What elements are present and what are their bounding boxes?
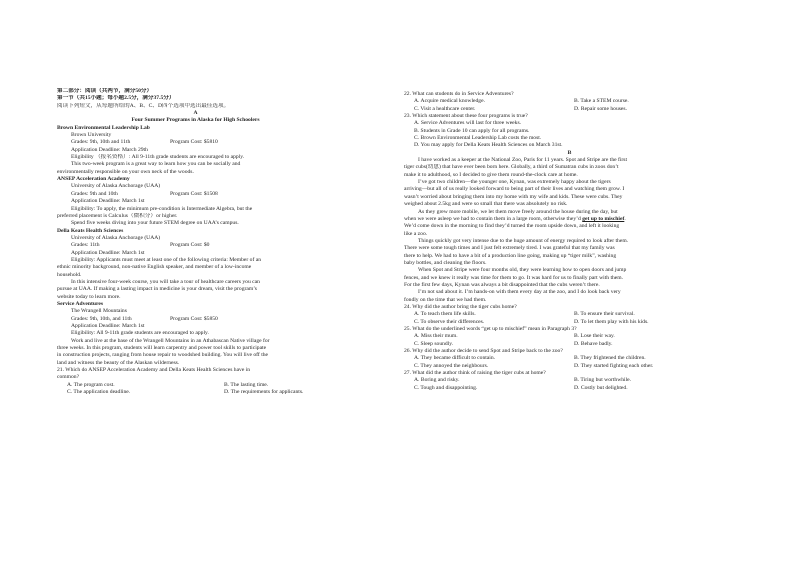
option-c[interactable]: C. Brown Environmental Leadership Lab costs the most.	[414, 135, 542, 142]
passage-line	[404, 216, 735, 223]
option-a[interactable]: A. They became difficult to contain.	[414, 355, 496, 362]
program-cost: Program Cost: $0	[170, 242, 210, 249]
question-stem: 21. Which do ANSEP Acceleration Academy and Della Keats Health Sciences have in	[57, 367, 251, 374]
program-line: Eligibility: To apply, the minimum pre-condition is Intermediate Algebra, but the	[71, 205, 253, 212]
option-row	[404, 363, 735, 370]
program-line: website today to learn more.	[57, 293, 121, 300]
option-c[interactable]: C. The application deadline.	[67, 389, 131, 396]
option-row	[57, 382, 334, 389]
passage-line: fences, and we knew it really was time for them to go. It was hard for us to finally part with them.	[404, 274, 624, 281]
program-title: Service Adventures	[57, 300, 104, 307]
question-stem: 22. What can students do in Service Adventures?	[404, 91, 514, 97]
passage-line: weighed about 2.5kg and were so small that there was absolutely no risk.	[404, 201, 568, 208]
option-row	[404, 98, 735, 105]
option-c[interactable]: C. Visit a healthcare center.	[414, 105, 476, 112]
program-grades: Grades: 9th, 10th, and 11th	[71, 315, 132, 322]
underlined-phrase: get up to mischief	[582, 215, 625, 222]
option-c[interactable]: C. To observe their differences.	[414, 318, 485, 325]
option-b[interactable]: B. They frightened the children.	[574, 355, 646, 362]
instruction: 阅读下列短文，从每题所给的A、B、C、D四个选项中选出最佳选项。	[57, 102, 230, 109]
program-line: Eligibility: Applicants must meet at least one of the following criteria: Member of an	[71, 256, 261, 263]
program-line: Application Deadline: March 1st	[71, 323, 145, 329]
program-title: ANSEP Acceleration Academy	[57, 176, 130, 183]
passage-b-letter: B	[567, 149, 572, 156]
question-stem: 23. Which statement about these four programs is true?	[404, 113, 528, 120]
option-b[interactable]: B. To ensure their survival.	[574, 311, 635, 318]
option-d[interactable]: D. Costly but delighted.	[574, 384, 628, 391]
section-one-header: 第一节（共15小题；每小题2.5分，满分37.5分）	[57, 95, 175, 102]
option-row	[404, 341, 735, 348]
program-line: ethnic minority background, non-native English speaker, and member of a low-income	[57, 264, 252, 271]
passage-line: As they grew more mobile, we let them move freely around the house during the day, but	[418, 208, 618, 215]
program-line: This two-week program is a great way to learn how you can be socially and	[71, 161, 241, 168]
option-d[interactable]: D. Repair some houses.	[574, 105, 627, 112]
question-stem: 24. Why did the author bring the tiger cubs home?	[404, 303, 517, 310]
question-stem: 26. Why did the author decide to send Spot and Stripe back to the zoo?	[404, 348, 563, 355]
option-d[interactable]: D. To let them play with his kids.	[574, 318, 649, 325]
option-row	[404, 311, 735, 318]
program-line: three weeks. In this program, students will learn carpentry and power tool skills to participate	[57, 345, 267, 352]
program-line: University of Alaska Anchorage (UAA)	[71, 183, 161, 190]
left-column	[57, 88, 334, 396]
program-cost: Program Cost: $5810	[170, 139, 218, 146]
passage-line: I have worked as a keeper at the National Zoo, Paris for 11 years. Spot and Stripe are the first	[418, 157, 628, 164]
passage-text: when we were asleep we had to contain them in a large room, otherwise they’d	[404, 215, 583, 222]
option-a[interactable]: A. To teach them life skills.	[414, 311, 476, 318]
option-b[interactable]: B. Lose their way.	[574, 333, 615, 340]
option-row	[404, 106, 735, 113]
program-line: Eligibility （报名资格）: All 9-11th grade students are encouraged to apply.	[71, 154, 245, 161]
program-grades-row	[57, 191, 334, 198]
program-line: The Wrangell Mountains	[71, 308, 127, 315]
passage-line: there to help. We had to have a bit of a production line going, making up “tiger milk”, washing	[404, 252, 617, 259]
option-b[interactable]: B. Tiring but worthwhile.	[574, 377, 632, 384]
passage-line: I’ve got two children—the younger one, Kynan, was extremely happy about the tigers	[418, 179, 611, 186]
option-c[interactable]: C. Sleep soundly.	[414, 340, 454, 347]
program-line: in construction projects, ranging from house repair to woodshed building. You will live off the	[57, 352, 269, 359]
program-line: University of Alaska Anchorage (UAA)	[71, 234, 161, 241]
option-b[interactable]: B. Students in Grade 10 can apply for all programs.	[414, 127, 530, 134]
program-grades-row	[57, 242, 334, 249]
option-a[interactable]: A. Miss their mum.	[414, 333, 458, 340]
passage-line: wasn’t worried about bringing them into my home with my wife and kids. These were cubs. They	[404, 193, 623, 200]
option-row	[404, 319, 735, 326]
option-c[interactable]: C. Tough and disappointing.	[414, 384, 478, 391]
program-line: household.	[57, 271, 82, 278]
option-d[interactable]: D. Behave badly.	[574, 340, 613, 347]
option-d[interactable]: D. The requirements for applicants.	[224, 389, 304, 396]
program-grades: Grades: 9th, 10th and 11th	[71, 139, 131, 146]
passage-a-title: Four Summer Programs in Alaska for High Schoolers	[131, 117, 260, 124]
program-line: Application Deadline: March 1st	[71, 198, 145, 205]
program-line: Eligibility: All 9-11th grade students are encouraged to apply.	[71, 330, 209, 337]
option-a[interactable]: A. Acquire medical knowledge.	[414, 98, 485, 105]
passage-line: We’d come down in the morning to find they’d turned the room upside down, and left it looking	[404, 223, 620, 230]
passage-text: .	[624, 215, 626, 222]
option-row	[57, 389, 334, 396]
program-grades-row	[57, 139, 334, 146]
option-row	[404, 355, 735, 362]
passage-line: Things quickly got very intense due to the huge amount of energy required to look after them.	[418, 237, 629, 244]
option-row	[404, 333, 735, 340]
passage-line: arriving—but all of us really looked forward to being part of their lives and watching them grow. I	[404, 186, 625, 193]
option-a[interactable]: A. The program cost.	[67, 381, 115, 388]
passage-line: like a zoo.	[404, 230, 428, 237]
passage-line: baby bottles, and cleaning the floors.	[404, 259, 487, 266]
option-a[interactable]: A. Boring and risky.	[414, 377, 460, 384]
program-line: In this intensive four-week course, you will take a tour of healthcare careers you can	[71, 278, 260, 285]
option-d[interactable]: D. You may apply for Della Keats Health Sciences on March 31st.	[414, 142, 563, 149]
question-stem: common?	[57, 374, 80, 381]
passage-line: fondly on the time that we had them.	[404, 296, 487, 303]
program-line: preferred placement is Calculus（微积分）or higher.	[57, 212, 178, 219]
program-line: land and witness the beauty of the Alaskan wilderness.	[57, 359, 180, 366]
program-line: Application Deadline: March 29th	[71, 146, 148, 153]
program-title: Della Keats Health Sciences	[57, 227, 124, 234]
passage-line: When Spot and Stripe were four months old, they were learning how to open doors and jump	[418, 267, 627, 274]
passage-line: tiger cubs(幼崽) that have ever been born here. Globally, a third of Sumatran cubs in zoos don’t	[404, 164, 619, 171]
program-line: environmentally responsible on your own neck of the woods.	[57, 168, 194, 175]
option-row	[404, 377, 735, 384]
passage-line: make it to adulthood, so I decided to give them round-the-clock care at home.	[404, 171, 578, 178]
passage-a-letter: A	[193, 110, 198, 117]
option-c[interactable]: C. They annoyed the neighbours.	[414, 362, 489, 369]
option-row	[404, 385, 735, 392]
program-grades: Grades: 11th	[71, 242, 100, 249]
program-line: Application Deadline: March 1st	[71, 249, 145, 256]
question-stem: 27. What did the author think of raising the tiger cubs at home?	[404, 370, 546, 377]
section-header: 第二部分：阅读（共两节，满分50分）	[57, 88, 153, 94]
program-line: Work and live at the base of the Wrangell Mountains in an Athabascan Native village for	[71, 337, 270, 344]
passage-line: There were some tough times and I just felt extremely tired. I was grateful that my family was	[404, 245, 615, 252]
option-d[interactable]: D. They started fighting each other.	[574, 362, 654, 369]
option-b[interactable]: B. Take a STEM course.	[574, 98, 629, 105]
program-cost: Program Cost: $1508	[170, 190, 218, 197]
program-title: Brown Environmental Leadership Lab	[57, 124, 150, 131]
passage-line: For the first few days, Kynan was always a bit disappointed that the cubs weren’t there.	[404, 281, 600, 288]
program-cost: Program Cost: $5850	[170, 315, 218, 322]
program-line: pursue at UAA. If making a lasting impact in medicine is your dream, visit the program’s	[57, 286, 257, 293]
program-line: Brown University	[71, 132, 112, 139]
option-b[interactable]: B. The lasting time.	[224, 381, 269, 388]
question-stem: 25. What do the underlined words “get up to mischief” mean in Paragraph 3?	[404, 326, 577, 332]
program-line: Spend five weeks diving into your future STEM degree on UAA’s campus.	[71, 220, 239, 227]
right-column	[404, 91, 735, 392]
option-a[interactable]: A. Service Adventures will last for three weeks.	[414, 120, 522, 127]
program-grades: Grades: 9th and 10th	[71, 190, 118, 197]
program-grades-row	[57, 316, 334, 323]
passage-line: I’m not sad about it. I’m hands-on with them every day at the zoo, and I do look back very	[418, 289, 621, 296]
